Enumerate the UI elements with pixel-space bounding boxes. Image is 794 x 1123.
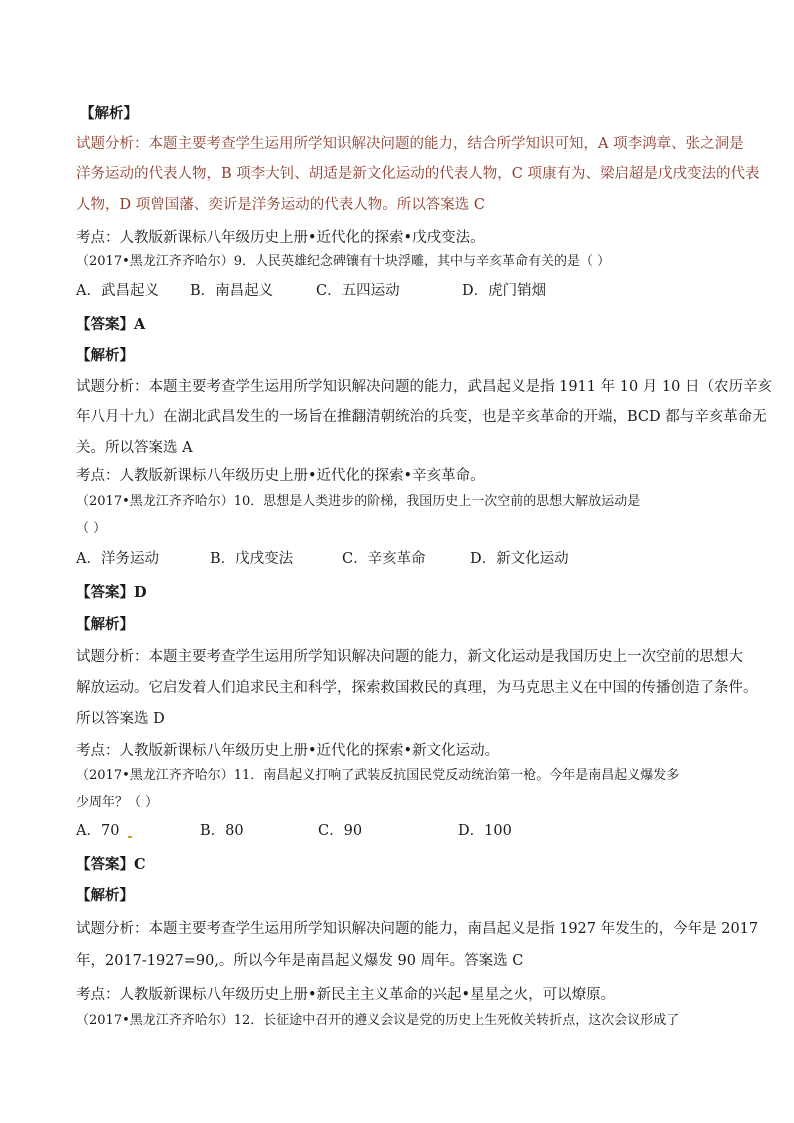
jiexi-heading: 【解析】 bbox=[76, 616, 134, 633]
decorative-mark bbox=[128, 836, 132, 838]
question-stem-cont: 少周年？（ ） bbox=[76, 795, 159, 810]
kaodian-line: 考点：人教版新课标八年级历史上册•近代化的探索•新文化运动。 bbox=[76, 743, 500, 759]
question-stem: （2017•黑龙江齐齐哈尔）12．长征途中召开的遵义会议是党的历史上生死攸关转折点，这次会议形成了 bbox=[76, 1013, 680, 1028]
analysis-line: 试题分析：本题主要考查学生运用所学知识解决问题的能力，武昌起义是指 1911 年 10 月 10 日（农历辛亥 bbox=[76, 379, 772, 395]
option-c: C．辛亥革命 bbox=[342, 551, 426, 567]
analysis-line: 关。所以答案选 A bbox=[76, 440, 193, 456]
answer-label: 【答案】D bbox=[76, 584, 147, 601]
question-stem: （2017•黑龙江齐齐哈尔）10．思想是人类进步的阶梯，我国历史上一次空前的思想大解放运动是 bbox=[76, 494, 641, 509]
jiexi-heading: 【解析】 bbox=[76, 347, 134, 364]
analysis-line: 解放运动。它启发着人们追求民主和科学，探索救国救民的真理，为马克思主义在中国的传播创造了条件。 bbox=[76, 680, 758, 696]
option-c: C．五四运动 bbox=[316, 283, 400, 299]
option-a: A．洋务运动 bbox=[76, 551, 159, 567]
question-stem: （2017•黑龙江齐齐哈尔）11．南昌起义打响了武装反抗国民党反动统治第一枪。今年是南昌起义爆发多 bbox=[76, 768, 680, 783]
answer-label: 【答案】C bbox=[76, 856, 146, 873]
option-d: D．虎门销烟 bbox=[462, 283, 547, 299]
option-b: B．南昌起义 bbox=[190, 283, 274, 299]
option-d: D．新文化运动 bbox=[470, 551, 569, 567]
kaodian-line: 考点：人教版新课标八年级历史上册•新民主主义革命的兴起•星星之火，可以燎原。 bbox=[76, 987, 616, 1003]
option-b: B．戊戌变法 bbox=[210, 551, 294, 567]
option-a: A．70 bbox=[76, 823, 120, 839]
jiexi-heading: 【解析】 bbox=[76, 887, 134, 904]
option-a: A．武昌起义 bbox=[76, 283, 159, 299]
analysis-line: 所以答案选 D bbox=[76, 711, 165, 727]
analysis-line: 试题分析：本题主要考查学生运用所学知识解决问题的能力，结合所学知识可知，A 项李鸿章、张之洞是 bbox=[76, 136, 744, 152]
option-c: C．90 bbox=[318, 823, 363, 839]
option-d: D．100 bbox=[458, 823, 512, 839]
analysis-line: 洋务运动的代表人物，B 项李大钊、胡适是新文化运动的代表人物，C 项康有为、梁启超是戊戌变法的代表 bbox=[76, 166, 760, 182]
kaodian-line: 考点：人教版新课标八年级历史上册•近代化的探索•辛亥革命。 bbox=[76, 468, 485, 484]
analysis-line: 人物，D 项曾国藩、奕䜣是洋务运动的代表人物。所以答案选 C bbox=[76, 197, 485, 213]
option-b: B．80 bbox=[200, 823, 244, 839]
analysis-line: 年八月十九）在湖北武昌发生的一场旨在推翻清朝统治的兵变，也是辛亥革命的开端，BCD 都与辛亥革命无 bbox=[76, 409, 767, 425]
question-stem: （2017•黑龙江齐齐哈尔）9．人民英雄纪念碑镶有十块浮雕，其中与辛亥革命有关的是（ ） bbox=[76, 254, 611, 269]
answer-label: 【答案】A bbox=[76, 316, 146, 333]
question-stem-cont: （ ） bbox=[76, 521, 107, 536]
kaodian-line: 考点：人教版新课标八年级历史上册•近代化的探索•戊戌变法。 bbox=[76, 230, 485, 246]
analysis-line: 试题分析：本题主要考查学生运用所学知识解决问题的能力，新文化运动是我国历史上一次空前的思想大 bbox=[76, 649, 743, 665]
jiexi-heading: 【解析】 bbox=[80, 105, 138, 122]
analysis-line: 年，2017-1927=90,。所以今年是南昌起义爆发 90 周年。答案选 C bbox=[76, 953, 524, 969]
analysis-line: 试题分析：本题主要考查学生运用所学知识解决问题的能力，南昌起义是指 1927 年发生的，今年是 2017 bbox=[76, 921, 759, 937]
